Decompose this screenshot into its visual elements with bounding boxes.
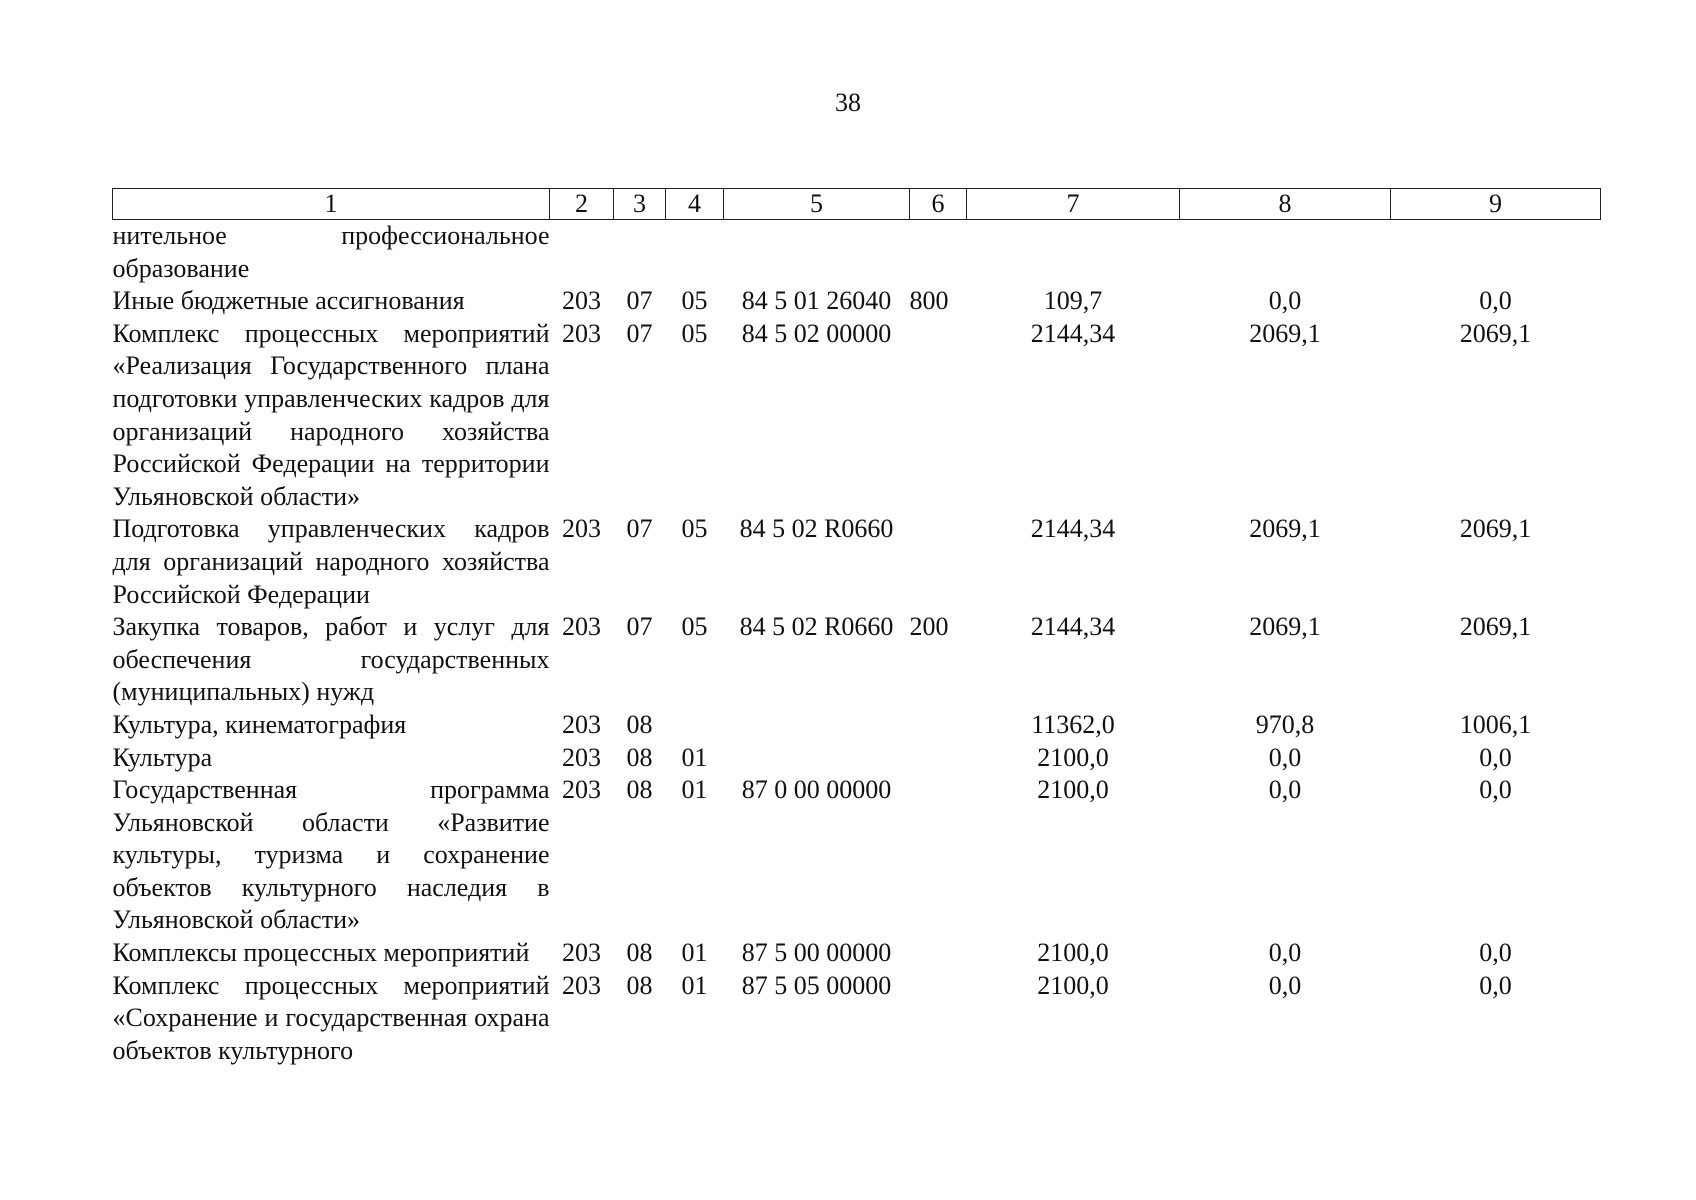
- amount-col8: 0,0: [1268, 775, 1302, 805]
- code-target: [724, 220, 910, 286]
- code-expense: [910, 709, 967, 742]
- amount-col9: 1006,1: [1459, 709, 1532, 739]
- code-section: 07: [626, 514, 653, 544]
- amount-col7: 2100,0: [1037, 970, 1109, 1000]
- row-label: Комплекс процессных мероприятий «Реализация Государственного плана подготовки управленческих кадров для организаций народного хозяйства Российской Федерации на территории Ульяновской области»: [112, 318, 550, 511]
- amount-col7: 2144,34: [1030, 318, 1116, 348]
- table-row: [113, 285, 1601, 318]
- code-target: 84 5 02 00000: [741, 318, 892, 348]
- column-header: 7: [967, 189, 1180, 220]
- code-admin: 203: [562, 514, 601, 544]
- code-admin: 203: [562, 318, 601, 348]
- code-admin: 203: [562, 938, 601, 968]
- code-subsection: 05: [681, 286, 708, 316]
- code-target: 84 5 01 26040: [741, 286, 892, 316]
- code-expense: [910, 742, 967, 775]
- amount-col7: 2144,34: [1030, 612, 1116, 642]
- amount-col9: 2069,1: [1459, 514, 1532, 544]
- code-target: [724, 709, 910, 742]
- table-row: [113, 970, 1601, 1068]
- amount-col7: 109,7: [1043, 286, 1103, 316]
- table-row: [113, 937, 1601, 970]
- code-admin: 203: [562, 612, 601, 642]
- amount-col7: 2100,0: [1037, 742, 1109, 772]
- table-row: [113, 220, 1601, 286]
- code-subsection: [666, 220, 724, 286]
- code-expense: [910, 970, 967, 1068]
- code-section: 07: [626, 286, 653, 316]
- amount-col9: [1391, 220, 1601, 286]
- code-admin: 203: [562, 970, 601, 1000]
- code-admin: [550, 220, 614, 286]
- code-subsection: 05: [681, 514, 708, 544]
- code-expense: [910, 513, 967, 611]
- code-target: 84 5 02 R0660: [739, 612, 894, 642]
- row-label: Комплексы процессных мероприятий: [112, 938, 530, 968]
- column-header: 4: [666, 189, 724, 220]
- row-label: Комплекс процессных мероприятий «Сохранение и государственная охрана объектов культурного: [112, 970, 550, 1065]
- row-label: Закупка товаров, работ и услуг для обеспечения государственных (муниципальных) нужд: [112, 612, 550, 707]
- code-subsection: 05: [681, 612, 708, 642]
- amount-col7: 2100,0: [1037, 775, 1109, 805]
- amount-col8: 0,0: [1268, 938, 1302, 968]
- amount-col7: 2144,34: [1030, 514, 1116, 544]
- page-number: 38: [835, 88, 861, 117]
- code-expense: [910, 220, 967, 286]
- amount-col9: 2069,1: [1459, 318, 1532, 348]
- code-expense: [910, 937, 967, 970]
- column-header: 8: [1180, 189, 1391, 220]
- amount-col9: 0,0: [1479, 775, 1512, 805]
- code-target: [724, 742, 910, 775]
- amount-col8: 970,8: [1255, 709, 1315, 739]
- code-target: 84 5 02 R0660: [739, 514, 894, 544]
- code-section: 07: [626, 318, 653, 348]
- code-subsection: [666, 709, 724, 742]
- table-body: [113, 220, 1601, 1068]
- amount-col8: 2069,1: [1249, 514, 1321, 544]
- amount-col8: 2069,1: [1249, 318, 1321, 348]
- amount-col9: 0,0: [1479, 970, 1512, 1000]
- table-row: [113, 742, 1601, 775]
- code-subsection: 01: [681, 970, 708, 1000]
- table-header-row: [113, 189, 1601, 220]
- code-target: 87 5 05 00000: [741, 970, 892, 1000]
- amount-col7: 2100,0: [1037, 938, 1109, 968]
- table-row: [113, 318, 1601, 514]
- code-section: [614, 220, 666, 286]
- amount-col8: 0,0: [1268, 970, 1302, 1000]
- row-label: Культура, кинематография: [112, 709, 407, 739]
- row-label: Государственная программа Ульяновской области «Развитие культуры, туризма и сохранение объектов культурного наследия в Ульяновской области»: [112, 775, 550, 935]
- code-admin: 203: [562, 709, 601, 739]
- table-row: [113, 709, 1601, 742]
- amount-col7: 11362,0: [1031, 709, 1115, 739]
- column-header: 9: [1391, 189, 1601, 220]
- code-section: 08: [626, 709, 653, 739]
- code-expense: 800: [909, 286, 949, 316]
- table-row: [113, 513, 1601, 611]
- budget-table: [112, 188, 1601, 1067]
- column-header: 2: [550, 189, 614, 220]
- column-header: 1: [113, 189, 550, 220]
- code-target: 87 5 00 00000: [741, 938, 892, 968]
- row-label: Культура: [112, 742, 213, 772]
- amount-col7: [967, 220, 1180, 286]
- column-header: 5: [724, 189, 910, 220]
- amount-col9: 0,0: [1479, 938, 1512, 968]
- code-subsection: 01: [681, 775, 708, 805]
- code-target: 87 0 00 00000: [741, 775, 892, 805]
- column-header: 6: [910, 189, 967, 220]
- code-admin: 203: [562, 286, 601, 316]
- amount-col9: 0,0: [1479, 742, 1512, 772]
- amount-col8: 2069,1: [1249, 612, 1321, 642]
- code-expense: [910, 318, 967, 514]
- code-section: 08: [626, 970, 653, 1000]
- code-admin: 203: [562, 742, 601, 772]
- table-row: [113, 611, 1601, 709]
- amount-col9: 0,0: [1479, 286, 1512, 316]
- amount-col8: 0,0: [1268, 286, 1302, 316]
- table-row: [113, 774, 1601, 937]
- code-expense: 200: [909, 612, 949, 642]
- code-subsection: 05: [681, 318, 708, 348]
- code-section: 07: [626, 612, 653, 642]
- row-label: нительное профессиональное образование: [112, 221, 550, 283]
- row-label: Подготовка управленческих кадров для организаций народного хозяйства Российской Федерации: [112, 514, 550, 609]
- code-section: 08: [626, 775, 653, 805]
- code-admin: 203: [562, 775, 601, 805]
- code-expense: [910, 774, 967, 937]
- code-subsection: 01: [681, 938, 708, 968]
- code-section: 08: [626, 742, 653, 772]
- code-subsection: 01: [681, 742, 708, 772]
- amount-col8: [1180, 220, 1391, 286]
- code-section: 08: [626, 938, 653, 968]
- row-label: Иные бюджетные ассигнования: [112, 286, 465, 316]
- amount-col9: 2069,1: [1459, 612, 1532, 642]
- column-header: 3: [614, 189, 666, 220]
- amount-col8: 0,0: [1268, 742, 1302, 772]
